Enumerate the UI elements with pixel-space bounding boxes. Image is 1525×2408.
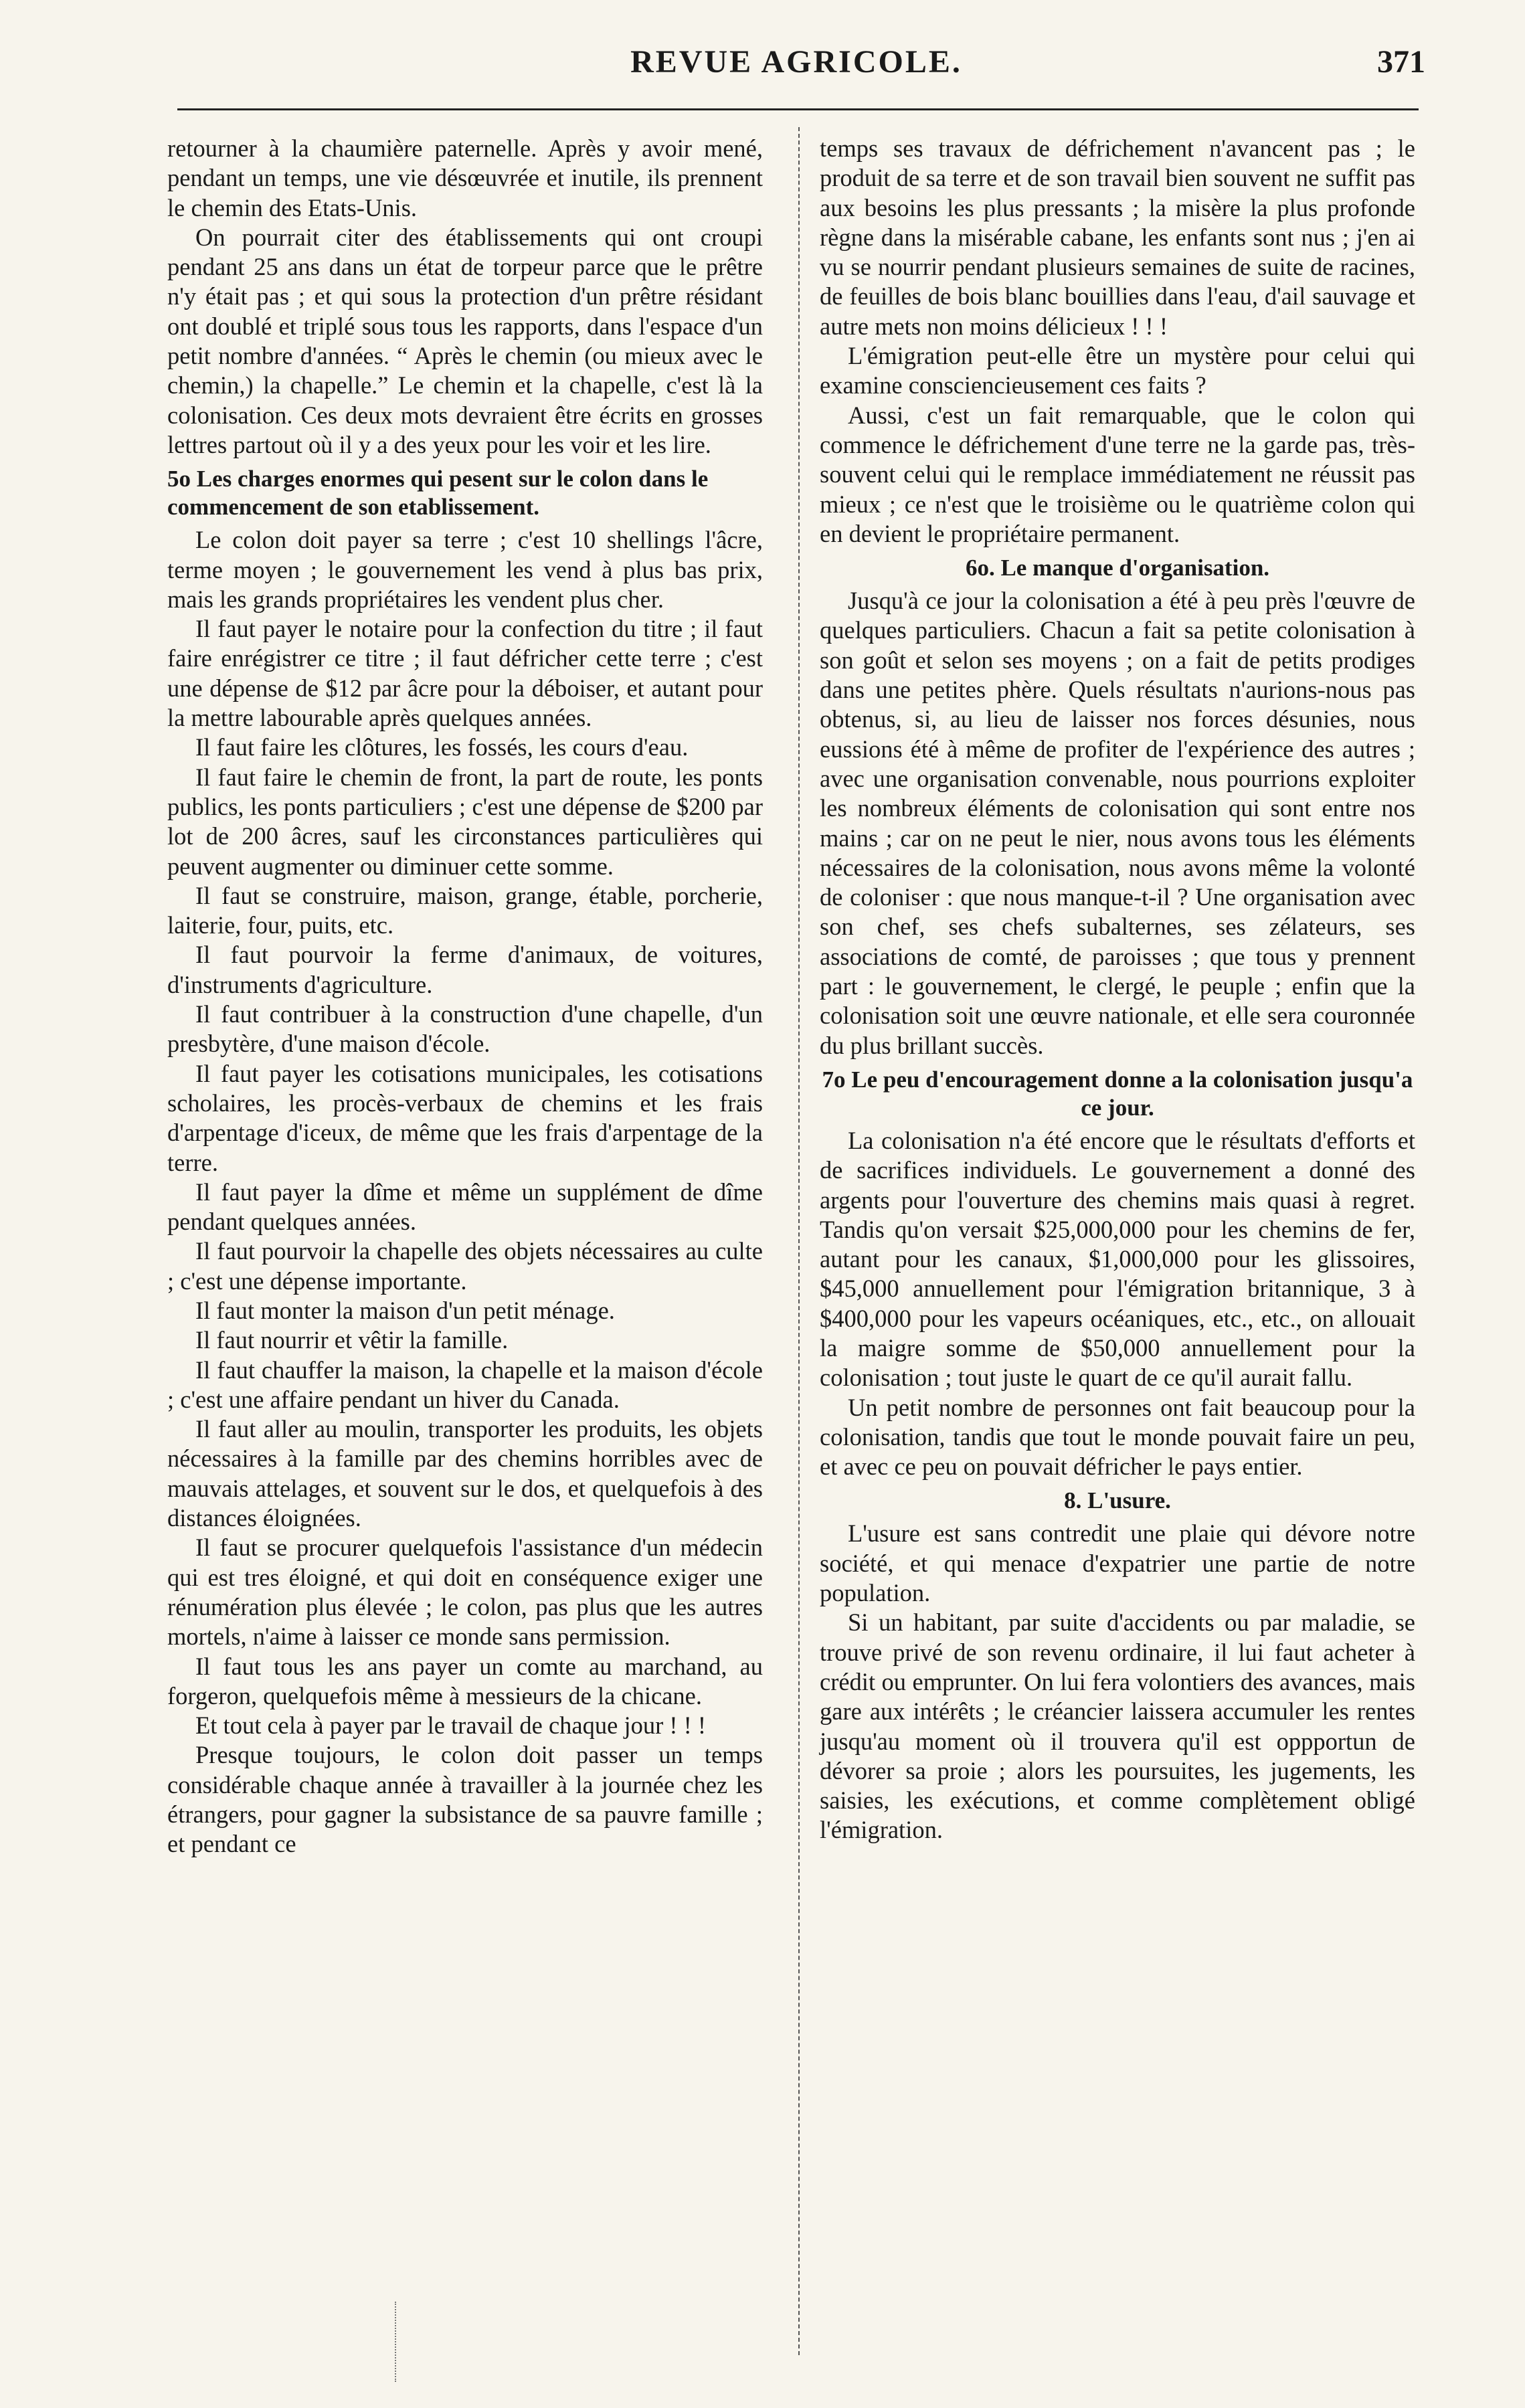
paragraph: Il faut se construire, maison, grange, étable, porcherie, laiterie, four, puits, etc. — [167, 881, 763, 939]
paragraph: Si un habitant, par suite d'accidents ou par maladie, se trouve privé de son revenu ordinaire, il lui faut acheter à crédit ou emprunter. On lui fera volontiers des avances, mais gare aux intérêts ; le créancier laissera accumuler les rentes jusqu'au moment où il trouvera qu'il est oppportun de dévorer sa proie ; alors les poursuites, les jugements, les saisies, les exécutions, et comme complètement obligé l'émigration. — [820, 1608, 1415, 1844]
paragraph: L'émigration peut-elle être un mystère pour celui qui examine consciencieusement ces faits ? — [820, 342, 1415, 399]
page-header — [167, 37, 1425, 97]
paragraph: Il faut payer le notaire pour la confection du titre ; il faut faire enrégistrer ce titre ; il faut défricher cette terre ; c'est une dépense de $12 par âcre pour la déboiser, et autant pour la mettre labourable après quelques années. — [167, 615, 763, 732]
paragraph: Il faut faire les clôtures, les fossés, les cours d'eau. — [195, 733, 689, 761]
paragraph: Il faut pourvoir la ferme d'animaux, de voitures, d'instruments d'agriculture. — [167, 941, 763, 998]
header-rule — [177, 108, 1419, 110]
section-heading: 7o Le peu d'encouragement donne a la colonisation jusqu'a ce jour. — [822, 1066, 1413, 1121]
paragraph: Il faut payer les cotisations municipales, les cotisations scholaires, les procès-verbaux de chemins et les frais d'arpentage d'iceux, de même que les frais d'arpentage de la terre. — [167, 1059, 763, 1176]
paragraph: L'usure est sans contredit une plaie qui dévore notre société, et qui menace d'expatrier une partie de notre population. — [820, 1519, 1415, 1607]
paragraph: Il faut nourrir et vêtir la famille. — [195, 1326, 509, 1354]
paragraph: Jusqu'à ce jour la colonisation a été à peu près l'œuvre de quelques particuliers. Chacun a fait sa petite colonisation à son goût et selon ses moyens ; on a fait de petits prodiges dans une petites phère. Quels résultats n'aurions-nous pas obtenus, si, au lieu de laisser nos forces désunies, nous eussions été à même de profiter de l'expérience des autres ; avec une organisation convenable, nous pourrions exploiter les nombreux éléments de colonisation qui sont entre nos mains ; car on ne peut le nier, nous avons tous les éléments nécessaires de la colonisation, nous avons même la volonté de coloniser : que nous manque-t-il ? Une organisation avec son chef, ses chefs subalternes, ses zélateurs, ses associations de comté, de paroisses ; que tous y prennent part : le gouvernement, le clergé, le peuple ; enfin que la colonisation soit une œuvre nationale, et elle sera couronnée du plus brillant succès. — [820, 587, 1415, 1059]
page-number: 371 — [1377, 44, 1425, 80]
section-heading: 6o. Le manque d'organisation. — [965, 555, 1270, 581]
paragraph: Presque toujours, le colon doit passer un temps considérable chaque année à travailler à la journée chez les étrangers, pour gagner la subsistance de sa pauvre famille ; et pendant ce — [167, 1741, 763, 1858]
paragraph: Il faut chauffer la maison, la chapelle et la maison d'école ; c'est une affaire pendant un hiver du Canada. — [167, 1356, 763, 1413]
section-heading: 8. L'usure. — [1064, 1487, 1171, 1514]
paragraph: La colonisation n'a été encore que le résultats d'efforts et de sacrifices individuels. Le gouvernement a donné des argents pour l'ouverture des chemins mais quasi à regret. Tandis qu'on versait $25,000,000 pour les chemins de fer, autant pour les canaux, $1,000,000 pour les glissoires, $45,000 annuellement pour l'émigration britannique, 3 à $400,000 pour les vapeurs océaniques, etc., etc., on allouait la maigre somme de $50,000 annuellement pour la colonisation ; tout juste le quart de ce qu'il aurait fallu. — [820, 1126, 1415, 1392]
paragraph: Et tout cela à payer par le travail de chaque jour ! ! ! — [195, 1711, 707, 1740]
paragraph: Le colon doit payer sa terre ; c'est 10 shellings l'âcre, terme moyen ; le gouvernement les vend à plus bas prix, mais les grands propriétaires les vendent plus cher. — [167, 526, 763, 613]
column-divider — [798, 127, 800, 2355]
paragraph: Il faut payer la dîme et même un supplément de dîme pendant quelques années. — [167, 1178, 763, 1236]
paragraph: Aussi, c'est un fait remarquable, que le colon qui commence le défrichement d'une terre ne la garde pas, très-souvent celui qui le remplace immédiatement ne réussit pas mieux ; ce n'est que le troisième ou le quatrième colon qui en devient le propriétaire permanent. — [820, 401, 1415, 547]
paragraph: Il faut aller au moulin, transporter les produits, les objets nécessaires à la famille par des chemins horribles avec de mauvais attelages, et souvent sur le dos, et quelquefois à des distances éloignées. — [167, 1415, 763, 1532]
paragraph: Un petit nombre de personnes ont fait beaucoup pour la colonisation, tandis que tout le monde pouvait faire un peu, et avec ce peu on pouvait défricher le pays entier. — [820, 1393, 1415, 1481]
margin-mark — [395, 2302, 396, 2382]
paragraph: On pourrait citer des établissements qui ont croupi pendant 25 ans dans un état de torpeur parce que le prêtre n'y était pas ; et qui sous la protection d'un prêtre résidant ont doublé et triplé sous tous les rapports, dans l'espace d'un petit nombre d'années. “ Après le chemin (ou mieux avec le chemin,) la chapelle.” Le chemin et la chapelle, c'est là la colonisation. Ces deux mots devraient être écrits en grosses lettres partout où il y a des yeux pour les voir et les lire. — [167, 223, 763, 458]
section-heading: 5o Les charges enormes qui pesent sur le colon dans le commencement de son etablissement. — [167, 466, 709, 521]
paragraph: Il faut monter la maison d'un petit ménage. — [195, 1296, 615, 1324]
paragraph: Il faut contribuer à la construction d'une chapelle, d'un presbytère, d'une maison d'école. — [167, 1000, 763, 1058]
running-title: REVUE AGRICOLE. — [630, 44, 962, 80]
paragraph: retourner à la chaumière paternelle. Après y avoir mené, pendant un temps, une vie désœuvrée et inutile, ils prennent le chemin des Etats-Unis. — [167, 134, 763, 221]
paragraph: temps ses travaux de défrichement n'avancent pas ; le produit de sa terre et de son travail bien souvent ne suffit pas aux besoins les plus pressants ; la misère la plus profonde règne dans la misérable cabane, les enfants sont nus ; j'en ai vu se nourrir pendant plusieurs semaines de suite de racines, de feuilles de bois blanc bouillies dans l'eau, d'ail sauvage et autre mets non moins délicieux ! ! ! — [820, 134, 1415, 340]
paragraph: Il faut se procurer quelquefois l'assistance d'un médecin qui est tres éloigné, et qui doit en conséquence exiger une rénumération plus élevée ; le colon, pas plus que les autres mortels, n'aime à laisser ce monde sans permission. — [167, 1534, 763, 1651]
paragraph: Il faut faire le chemin de front, la part de route, les ponts publics, les ponts particuliers ; c'est une dépense de $200 par lot de 200 âcres, sauf les circonstances particulières qui peuvent augmenter ou diminuer cette somme. — [167, 763, 763, 880]
paragraph: Il faut pourvoir la chapelle des objets nécessaires au culte ; c'est une dépense importante. — [167, 1237, 763, 1295]
right-column — [820, 134, 1415, 1845]
left-column — [167, 134, 763, 1859]
paragraph: Il faut tous les ans payer un comte au marchand, au forgeron, quelquefois même à messieurs de la chicane. — [167, 1652, 763, 1709]
